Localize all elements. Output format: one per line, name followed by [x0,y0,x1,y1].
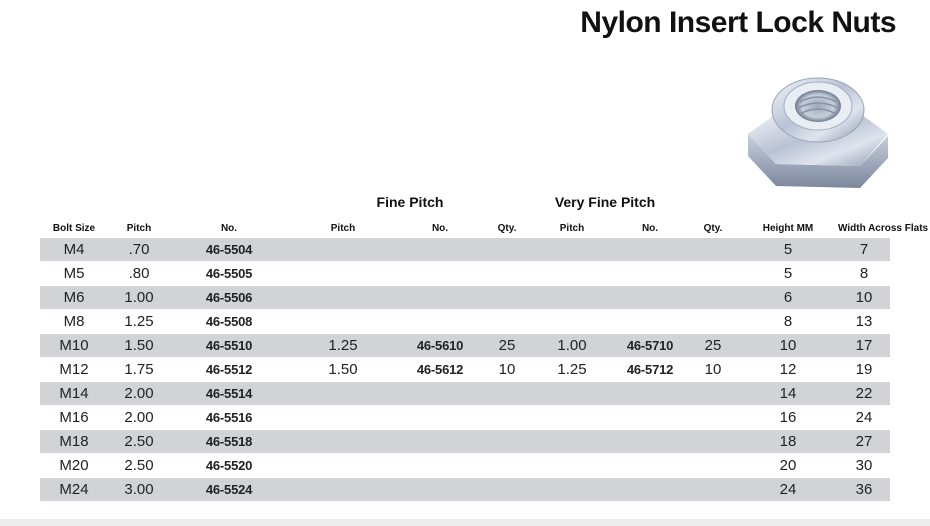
cell-bolt-size: M18 [59,433,89,450]
cell-height-mm: 5 [783,265,793,282]
cell-bolt-size: M8 [63,313,85,330]
table-row [40,382,890,406]
table-header-row [40,218,929,238]
cell-fine-pitch: 1.50 [328,361,358,378]
cell-height-mm: 14 [779,385,797,402]
fine-pitch-header: Fine Pitch [376,194,444,210]
cell-vfine-qty: 10 [704,361,722,378]
cell-height-mm: 10 [779,337,797,354]
table-row [40,358,890,382]
cell-height-mm: 20 [779,457,797,474]
cell-part-no: 46-5505 [205,266,253,281]
col-height-mm: Height MM [762,222,814,234]
cell-width-across-flats: 13 [855,313,873,330]
bottom-rule [0,519,930,526]
cell-height-mm: 18 [779,433,797,450]
cell-vfine-pitch: 1.25 [557,361,587,378]
cell-width-across-flats: 19 [855,361,873,378]
very-fine-pitch-header: Very Fine Pitch [554,194,656,210]
col-vfine-pitch: Pitch [559,222,585,234]
cell-pitch: 1.50 [124,337,154,354]
cell-pitch: .70 [128,241,150,258]
table-row [40,310,890,334]
cell-bolt-size: M24 [59,481,89,498]
cell-vfine-no: 46-5710 [626,338,674,353]
cell-height-mm: 16 [779,409,797,426]
cell-pitch: 1.25 [124,313,154,330]
table-row [40,286,890,310]
cell-bolt-size: M6 [63,289,85,306]
cell-pitch: 3.00 [124,481,154,498]
table-row [40,334,890,358]
table-row [40,262,890,286]
cell-fine-pitch: 1.25 [328,337,358,354]
cell-height-mm: 12 [779,361,797,378]
cell-bolt-size: M5 [63,265,85,282]
page-title: Nylon Insert Lock Nuts [580,6,896,39]
cell-width-across-flats: 22 [855,385,873,402]
table-row [40,430,890,454]
cell-pitch: .80 [128,265,150,282]
col-bolt-size: Bolt Size [52,222,96,234]
cell-fine-qty: 25 [498,337,516,354]
col-pitch: Pitch [126,222,152,234]
cell-pitch: 2.00 [124,385,154,402]
cell-part-no: 46-5514 [205,386,253,401]
cell-height-mm: 5 [783,241,793,258]
table-row [40,238,890,262]
cell-part-no: 46-5506 [205,290,253,305]
cell-width-across-flats: 17 [855,337,873,354]
cell-width-across-flats: 7 [859,241,869,258]
cell-part-no: 46-5520 [205,458,253,473]
cell-pitch: 2.00 [124,409,154,426]
cell-height-mm: 8 [783,313,793,330]
cell-vfine-qty: 25 [704,337,722,354]
table-row [40,406,890,430]
table-row [40,478,890,502]
cell-pitch: 1.75 [124,361,154,378]
cell-vfine-pitch: 1.00 [557,337,587,354]
col-vfine-qty: Qty. [703,222,723,234]
cell-height-mm: 24 [779,481,797,498]
cell-part-no: 46-5518 [205,434,253,449]
cell-fine-no: 46-5612 [416,362,464,377]
cell-width-across-flats: 8 [859,265,869,282]
cell-part-no: 46-5504 [205,242,253,257]
cell-bolt-size: M20 [59,457,89,474]
cell-width-across-flats: 36 [855,481,873,498]
cell-pitch: 1.00 [124,289,154,306]
col-part-no: No. [220,222,238,234]
cell-part-no: 46-5524 [205,482,253,497]
cell-part-no: 46-5512 [205,362,253,377]
cell-bolt-size: M16 [59,409,89,426]
cell-width-across-flats: 10 [855,289,873,306]
cell-pitch: 2.50 [124,433,154,450]
cell-height-mm: 6 [783,289,793,306]
cell-width-across-flats: 30 [855,457,873,474]
cell-width-across-flats: 24 [855,409,873,426]
cell-bolt-size: M10 [59,337,89,354]
table-row [40,454,890,478]
col-vfine-no: No. [641,222,659,234]
cell-bolt-size: M12 [59,361,89,378]
lock-nut-image [738,62,898,192]
cell-fine-qty: 10 [498,361,516,378]
cell-bolt-size: M14 [59,385,89,402]
cell-pitch: 2.50 [124,457,154,474]
col-width-across-flats: Width Across Flats [838,222,929,234]
cell-fine-no: 46-5610 [416,338,464,353]
cell-bolt-size: M4 [63,241,85,258]
cell-part-no: 46-5516 [205,410,253,425]
cell-part-no: 46-5508 [205,314,253,329]
col-fine-pitch: Pitch [330,222,356,234]
cell-part-no: 46-5510 [205,338,253,353]
col-fine-no: No. [431,222,449,234]
cell-width-across-flats: 27 [855,433,873,450]
lock-nut-table [40,218,929,502]
cell-vfine-no: 46-5712 [626,362,674,377]
col-fine-qty: Qty. [497,222,517,234]
